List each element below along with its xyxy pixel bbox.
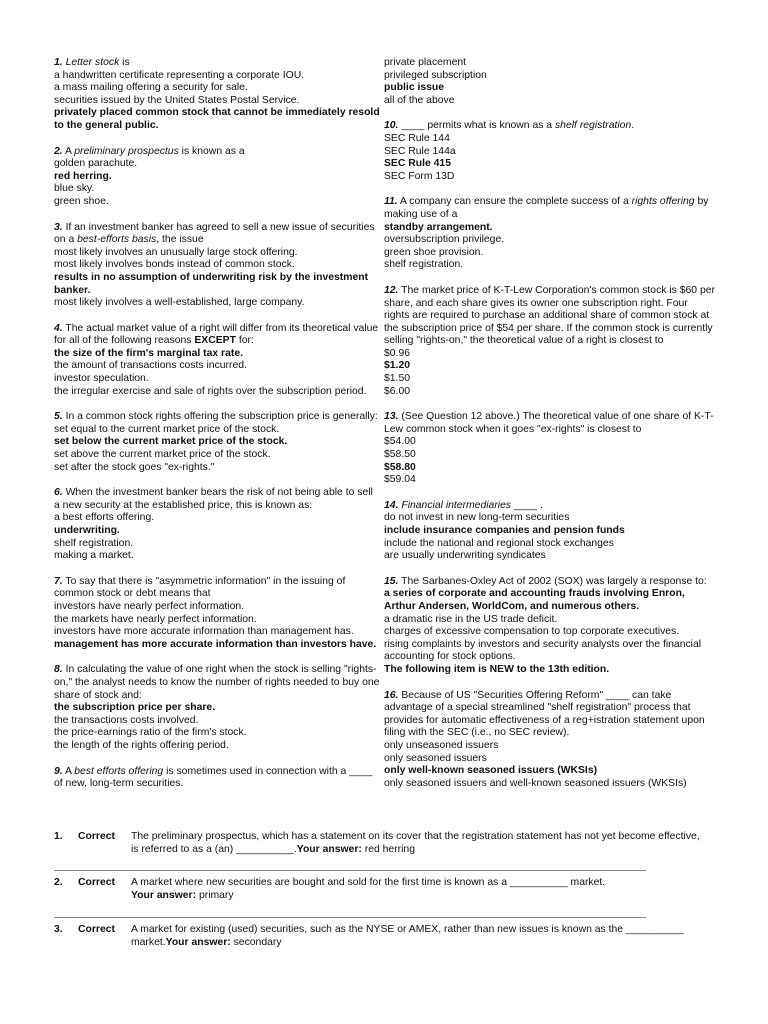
answer-option: include the national and regional stock exchanges bbox=[384, 537, 614, 549]
question-stem bbox=[54, 664, 380, 702]
your-answer-value: red herring bbox=[361, 843, 415, 855]
result-status: Correct bbox=[78, 877, 115, 888]
question-block bbox=[54, 766, 380, 791]
question-number: 3. bbox=[54, 221, 63, 233]
correct-answer-option: only well-known seasoned issuers (WKSIs) bbox=[384, 765, 598, 777]
answer-option: most likely involves a well-established, large company. bbox=[54, 297, 305, 309]
question-number: 2. bbox=[54, 145, 63, 157]
answer-option: $54.00 bbox=[384, 436, 416, 448]
correct-answer-option: red herring. bbox=[54, 170, 112, 182]
question-block bbox=[54, 664, 380, 752]
question-block bbox=[384, 196, 716, 272]
question-text: is bbox=[119, 57, 130, 68]
question-stem bbox=[54, 57, 380, 70]
answer-option: private placement bbox=[384, 57, 467, 68]
question-text: The actual market value of a right will differ from its theoretical value for all of the following reasons bbox=[54, 322, 379, 347]
answer-option: $6.00 bbox=[384, 385, 411, 397]
your-answer-value: primary bbox=[196, 889, 234, 901]
question-number: 7. bbox=[54, 575, 63, 587]
answer-option: $58.50 bbox=[384, 449, 416, 461]
result-question: The preliminary prospectus, which has a statement on its cover that the registration statement has not yet become effective, is referred to as a (an) __________. bbox=[131, 831, 700, 855]
correct-answer-option: The following item is NEW to the 13th edition. bbox=[384, 663, 610, 675]
question-block bbox=[54, 411, 380, 474]
question-block bbox=[54, 323, 380, 399]
question-block bbox=[384, 500, 716, 563]
question-block bbox=[384, 285, 716, 398]
question-number: 15. bbox=[384, 575, 399, 587]
question-text: , the issue bbox=[156, 234, 204, 246]
question-text: A company can ensure the complete success of a bbox=[400, 196, 632, 208]
question-stem bbox=[384, 285, 716, 348]
answer-option: SEC Rule 144 bbox=[384, 132, 450, 144]
result-number: 1. bbox=[54, 831, 63, 842]
answer-option: SEC Rule 144a bbox=[384, 145, 456, 157]
answer-option: a mass mailing offering a security for sale. bbox=[54, 82, 248, 94]
left-question-column bbox=[54, 57, 380, 804]
question-number: 13. bbox=[384, 411, 399, 423]
answer-option: the length of the rights offering period. bbox=[54, 739, 229, 751]
question-text: In calculating the value of one right when the stock is selling "rights-on," the analyst needs to know the number of rights needed to buy one share of stock and: bbox=[54, 664, 380, 701]
question-text: The Sarbanes-Oxley Act of 2002 (SOX) was largely a response to: bbox=[401, 575, 707, 587]
question-text: (See Question 12 above.) The theoretical value of one share of K-T-Lew common stock when it goes "ex-rights" is closest to bbox=[384, 411, 714, 435]
correct-answer-option: results in no assumption of underwriting risk by the investment banker. bbox=[54, 271, 369, 296]
question-block bbox=[54, 57, 380, 133]
your-answer-value: secondary bbox=[230, 936, 282, 948]
question-number: 9. bbox=[54, 765, 63, 777]
question-number: 12. bbox=[384, 284, 399, 296]
question-stem bbox=[54, 766, 380, 791]
question-stem bbox=[384, 120, 716, 133]
question-text: by making use of a bbox=[384, 196, 709, 220]
answer-option: all of the above bbox=[384, 94, 455, 106]
question-stem bbox=[384, 690, 716, 740]
question-number: 4. bbox=[54, 322, 63, 334]
question-text: is sometimes used in connection with a ____ of new, long-term securities. bbox=[54, 765, 373, 790]
answer-option: SEC Form 13D bbox=[384, 170, 455, 182]
result-text bbox=[131, 924, 701, 949]
question-text: In a common stock rights offering the subscription price is generally: bbox=[65, 411, 378, 423]
question-text: To say that there is "asymmetric information" in the issuing of common stock or debt means that bbox=[54, 575, 346, 600]
answer-option: the irregular exercise and sale of rights over the subscription period. bbox=[54, 385, 367, 397]
answer-option: set after the stock goes "ex-rights." bbox=[54, 461, 215, 473]
answer-option: the markets have nearly perfect information. bbox=[54, 613, 257, 625]
result-status: Correct bbox=[78, 831, 115, 842]
answer-option: a dramatic rise in the US trade deficit. bbox=[384, 613, 558, 625]
answer-option: a best efforts offering. bbox=[54, 512, 155, 524]
result-text bbox=[131, 877, 701, 902]
question-block bbox=[384, 57, 716, 107]
question-stem bbox=[384, 411, 716, 436]
answer-option: shelf registration. bbox=[54, 537, 134, 549]
question-stem bbox=[384, 196, 716, 221]
divider bbox=[54, 870, 646, 871]
answer-option: rising complaints by investors and security analysts over the financial accounting for stock options. bbox=[384, 638, 702, 663]
question-stem bbox=[54, 146, 380, 159]
correct-answer-option: include insurance companies and pension funds bbox=[384, 525, 625, 536]
answer-option: investor speculation. bbox=[54, 373, 149, 385]
question-emphasis: Letter stock bbox=[65, 57, 120, 68]
your-answer-label: Your answer: bbox=[165, 936, 231, 948]
question-block bbox=[54, 487, 380, 563]
correct-answer-option: $58.80 bbox=[384, 461, 416, 473]
answer-option: green shoe provision. bbox=[384, 246, 484, 258]
answer-option: $59.04 bbox=[384, 474, 416, 486]
answer-option: only seasoned issuers bbox=[384, 752, 487, 764]
answer-option: investors have nearly perfect information. bbox=[54, 600, 245, 612]
answer-option: do not invest in new long-term securities bbox=[384, 512, 570, 524]
question-text: A bbox=[65, 765, 75, 777]
answer-option: oversubscription privilege. bbox=[384, 234, 505, 246]
answer-option: set equal to the current market price of the stock. bbox=[54, 423, 280, 435]
answer-option: a handwritten certificate representing a corporate IOU. bbox=[54, 69, 305, 81]
question-emphasis: rights offering bbox=[631, 196, 695, 208]
answer-option: set above the current market price of the stock. bbox=[54, 449, 271, 461]
correct-answer-option: public issue bbox=[384, 82, 445, 94]
question-text: . bbox=[631, 120, 635, 132]
correct-answer-option: management has more accurate information than investors have. bbox=[54, 638, 377, 650]
result-question: A market where new securities are bought and sold for the first time is known as a __________ market. bbox=[131, 877, 606, 888]
question-block bbox=[54, 146, 380, 209]
correct-answer-option: the size of the firm's marginal tax rate. bbox=[54, 347, 243, 359]
question-stem bbox=[384, 500, 716, 513]
question-emphasis: best-efforts basis bbox=[77, 234, 157, 246]
question-stem bbox=[54, 411, 380, 424]
result-question: A market for existing (used) securities, such as the NYSE or AMEX, rather than new issues is known as the __________ market. bbox=[131, 924, 684, 948]
question-text: The market price of K-T-Lew Corporation's common stock is $60 per share, and each share gives its owner one subscription right. Four rights are required to purchase an additional share of common stock at the subscription price of $54 per share. If the common stock is currently selling "rights-on," the theoretical value of a right is closest to bbox=[384, 284, 715, 347]
result-number: 2. bbox=[54, 877, 63, 888]
result-status: Correct bbox=[78, 924, 115, 935]
answer-option: $0.96 bbox=[384, 347, 411, 359]
answer-option: $1.50 bbox=[384, 373, 411, 385]
right-question-column bbox=[384, 57, 716, 803]
answer-option: securities issued by the United States Postal Service. bbox=[54, 94, 300, 106]
correct-answer-option: set below the current market price of the stock. bbox=[54, 436, 288, 448]
answer-option: investors have more accurate information than management has. bbox=[54, 626, 354, 638]
correct-answer-option: underwriting. bbox=[54, 525, 120, 536]
question-number: 5. bbox=[54, 411, 63, 423]
question-text: If an investment banker has agreed to sell a new issue of securities on a bbox=[54, 221, 375, 246]
correct-answer-option: privately placed common stock that cannot be immediately resold to the general public. bbox=[54, 107, 380, 131]
question-block bbox=[384, 411, 716, 487]
answer-option: green shoe. bbox=[54, 195, 109, 207]
result-number: 3. bbox=[54, 924, 63, 935]
answer-option: most likely involves bonds instead of common stock. bbox=[54, 259, 295, 271]
question-block bbox=[54, 576, 380, 652]
question-text: A bbox=[65, 145, 75, 157]
question-emphasis: best efforts offering bbox=[74, 765, 164, 777]
correct-answer-option: a series of corporate and accounting frauds involving Enron, Arthur Andersen, WorldCom, and numerous others. bbox=[384, 588, 685, 612]
question-text: ____ . bbox=[511, 499, 543, 511]
question-number: 1. bbox=[54, 57, 63, 68]
question-text: for: bbox=[235, 335, 254, 347]
answer-option: blue sky. bbox=[54, 183, 95, 195]
question-block bbox=[384, 576, 716, 677]
answer-option: privileged subscription bbox=[384, 69, 487, 81]
question-emphasis: preliminary prospectus bbox=[74, 145, 179, 157]
question-stem bbox=[54, 487, 380, 512]
question-text: Because of US "Securities Offering Reform" ____ can take advantage of a special streamlined "shelf registration" process that provides for automatic effectiveness of a reg+istration statement upon filing with the SEC (i.e., no SEC review). bbox=[384, 689, 705, 739]
result-text bbox=[131, 831, 701, 856]
question-number: 10. bbox=[384, 120, 399, 132]
divider bbox=[54, 917, 646, 918]
answer-option: most likely involves an unusually large stock offering. bbox=[54, 246, 298, 258]
question-emphasis: shelf registration bbox=[554, 120, 632, 132]
correct-answer-option: the subscription price per share. bbox=[54, 702, 216, 714]
question-number: 11. bbox=[384, 196, 398, 208]
question-number: 8. bbox=[54, 664, 63, 676]
correct-answer-option: standby arrangement. bbox=[384, 221, 493, 233]
question-stem bbox=[54, 323, 380, 348]
question-stem bbox=[54, 222, 380, 247]
question-stem bbox=[384, 576, 716, 589]
question-emphasis: Financial intermediaries bbox=[401, 499, 512, 511]
answer-option: shelf registration. bbox=[384, 259, 464, 271]
question-text: When the investment banker bears the risk of not being able to sell a new security at the established price, this is known as: bbox=[54, 487, 373, 511]
question-block bbox=[384, 690, 716, 791]
question-number: 6. bbox=[54, 487, 63, 499]
question-stem bbox=[54, 576, 380, 601]
question-text: ____ permits what is known as a bbox=[401, 120, 555, 132]
answer-option: the amount of transactions costs incurred. bbox=[54, 360, 247, 372]
answer-option: charges of excessive compensation to top corporate executives. bbox=[384, 626, 680, 638]
question-emphasis-bold: EXCEPT bbox=[194, 335, 236, 347]
your-answer-label: Your answer: bbox=[296, 843, 362, 855]
question-block bbox=[384, 120, 716, 183]
answer-option: the transactions costs involved. bbox=[54, 714, 199, 726]
answer-option: the price-earnings ratio of the firm's stock. bbox=[54, 727, 247, 739]
answer-option: are usually underwriting syndicates bbox=[384, 550, 546, 562]
question-block bbox=[54, 222, 380, 310]
correct-answer-option: SEC Rule 415 bbox=[384, 158, 451, 170]
answer-option: only seasoned issuers and well-known seasoned issuers (WKSIs) bbox=[384, 777, 687, 789]
question-number: 14. bbox=[384, 499, 399, 511]
answer-option: golden parachute. bbox=[54, 158, 138, 170]
answer-option: only unseasoned issuers bbox=[384, 739, 499, 751]
correct-answer-option: $1.20 bbox=[384, 360, 411, 372]
question-text: is known as a bbox=[178, 145, 245, 157]
answer-option: making a market. bbox=[54, 550, 134, 562]
your-answer-label: Your answer: bbox=[131, 889, 197, 901]
question-number: 16. bbox=[384, 689, 399, 701]
